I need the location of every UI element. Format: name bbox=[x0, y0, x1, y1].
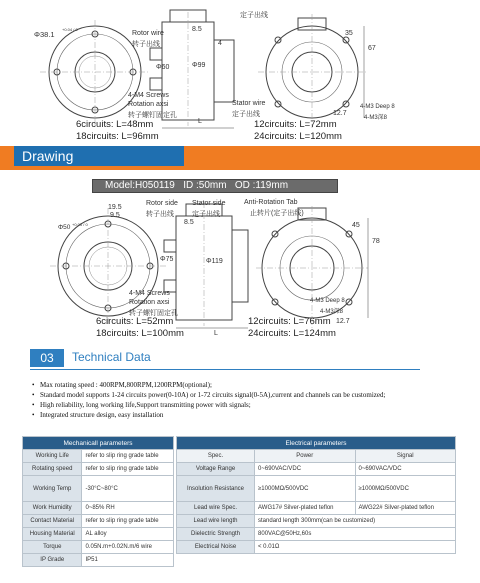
row-label: Torque bbox=[23, 541, 82, 554]
dim-67: 67 bbox=[368, 45, 376, 52]
table-header-row bbox=[177, 450, 456, 463]
table-row bbox=[177, 528, 456, 541]
table-row bbox=[23, 502, 174, 515]
dim-l: L bbox=[198, 118, 202, 125]
drawing-banner-title: Drawing bbox=[22, 148, 74, 164]
row-value: IP51 bbox=[82, 554, 174, 567]
row-value: refer to slip ring grade table bbox=[82, 463, 174, 476]
row-spec: Lead wire Spec. bbox=[177, 502, 255, 515]
dim-78: 78 bbox=[372, 238, 380, 245]
circuits-right-top bbox=[254, 119, 342, 143]
row-power: 0~690VAC/VDC bbox=[255, 463, 355, 476]
row-value: refer to slip ring grade table bbox=[82, 450, 174, 463]
phi-119: Φ119 bbox=[206, 258, 223, 265]
row-label: IP Grade bbox=[23, 554, 82, 567]
row-spec: Lead wire length bbox=[177, 515, 255, 528]
row-value: -30°C~80°C bbox=[82, 476, 174, 502]
phi-label: Φ38.1 bbox=[34, 30, 55, 39]
table-row bbox=[23, 450, 174, 463]
row-power: 800VAC@50Hz,60s bbox=[255, 528, 456, 541]
stator-side-cn-label: 定子出线 bbox=[240, 12, 268, 19]
row-label: Contact Material bbox=[23, 515, 82, 528]
row-spec: Dielectric Strength bbox=[177, 528, 255, 541]
row-value: refer to slip ring grade table bbox=[82, 515, 174, 528]
table-row bbox=[23, 554, 174, 567]
table-row bbox=[23, 515, 174, 528]
rotor-wire-cn-label: 转子出线 bbox=[132, 41, 160, 48]
table-row bbox=[23, 528, 174, 541]
row-value: 0~85% RH bbox=[82, 502, 174, 515]
table-row bbox=[177, 502, 456, 515]
depth-cn-label: 4-M3深8 bbox=[320, 309, 344, 315]
col-signal: Signal bbox=[355, 450, 456, 463]
row-signal: 0~690VAC/VDC bbox=[355, 463, 456, 476]
row-power: < 0.01Ω bbox=[255, 541, 456, 554]
phi-99: Φ99 bbox=[192, 62, 206, 69]
screws-cn-label: 转子螺钉固定孔 bbox=[128, 112, 177, 119]
table-row bbox=[177, 463, 456, 476]
circuit-line: 24circuits: L=124mm bbox=[248, 328, 336, 339]
table-row bbox=[23, 463, 174, 476]
circuit-line: 18circuits: L=100mm bbox=[96, 328, 184, 339]
screws-label: 4-M4 Screws bbox=[128, 92, 169, 99]
section-number: 03 bbox=[30, 349, 64, 367]
row-power: standard length 300mm(can be customized) bbox=[255, 515, 456, 528]
stator-wire-cn-label: 定子出线 bbox=[232, 111, 260, 118]
dim-4: 4 bbox=[218, 40, 222, 47]
mechanical-parameters-table bbox=[22, 436, 174, 567]
stator-wire-label: Stator wire bbox=[232, 100, 266, 107]
table-row bbox=[177, 476, 456, 502]
row-label: Work Humidity bbox=[23, 502, 82, 515]
depth-label: 4-M3 Deep 8 bbox=[310, 298, 345, 304]
stator-side-label: Stator side bbox=[192, 200, 226, 207]
row-spec: Voltage Range bbox=[177, 463, 255, 476]
circuits-right-mid bbox=[248, 316, 336, 340]
circuit-line: 12circuits: L=76mm bbox=[248, 316, 331, 327]
dim-9-5: 9.5 bbox=[110, 212, 120, 219]
circuit-line: 18circuits: L=96mm bbox=[76, 131, 159, 142]
circuit-line: 6circuits: L=48mm bbox=[76, 119, 154, 130]
section-title: Technical Data bbox=[72, 350, 151, 364]
anti-rotation-label: Anti-Rotation Tab bbox=[244, 199, 298, 206]
rotor-wire-label: Rotor wire bbox=[132, 30, 164, 37]
circuit-line: 12circuits: L=72mm bbox=[254, 119, 337, 130]
table-row bbox=[177, 541, 456, 554]
phi-tolerance: +0.04 / 0 bbox=[62, 27, 78, 32]
row-spec: Electrical Noise bbox=[177, 541, 255, 554]
table-row bbox=[177, 515, 456, 528]
depth-cn-label: 4-M3深8 bbox=[364, 115, 388, 121]
row-spec: Insolution Resistance bbox=[177, 476, 255, 502]
screws-cn-label: 转子螺钉固定孔 bbox=[129, 310, 178, 317]
row-label: Housing Material bbox=[23, 528, 82, 541]
phi-60: Φ60 bbox=[156, 64, 170, 71]
row-value: 0.05N.m+0.02N.m/6 wire bbox=[82, 541, 174, 554]
circuits-left-top bbox=[76, 119, 159, 143]
electrical-parameters-table bbox=[176, 436, 456, 554]
feature-item: • Integrated structure design, easy installation bbox=[32, 410, 472, 420]
depth-label: 4-M3 Deep 8 bbox=[360, 104, 395, 110]
phi-50-tolerance: +0.05 / 0 bbox=[72, 222, 88, 227]
rotation-axsi-label: Rotation axsi bbox=[128, 101, 169, 108]
stator-side-cn-label: 定子出线 bbox=[192, 211, 220, 218]
mid-drawing-lines bbox=[0, 194, 480, 344]
row-label: Working Life bbox=[23, 450, 82, 463]
rotor-side-label: Rotor side bbox=[146, 200, 178, 207]
screws-label: 4-M4 Screws bbox=[129, 290, 170, 297]
dim-l: L bbox=[214, 330, 218, 337]
row-label: Rotating speed bbox=[23, 463, 82, 476]
phi-50: Φ50 bbox=[58, 224, 71, 231]
table-row bbox=[23, 476, 174, 502]
row-signal: AWG22# Silver-plated teflon bbox=[355, 502, 456, 515]
dim-8-5: 8.5 bbox=[192, 26, 202, 33]
section-divider bbox=[30, 369, 420, 370]
circuit-line: 24circuits: L=120mm bbox=[254, 131, 342, 142]
dim-12-7: 12.7 bbox=[336, 318, 350, 325]
col-power: Power bbox=[255, 450, 355, 463]
electrical-table-header: Electrical parameters bbox=[177, 437, 456, 450]
dim-19-5: 19.5 bbox=[108, 204, 122, 211]
col-spec: Spec. bbox=[177, 450, 255, 463]
row-power: ≥1000MΩ/500VDC bbox=[255, 476, 355, 502]
feature-list bbox=[32, 380, 472, 420]
feature-item: • High reliability, long working life,Support transmitting power with signals; bbox=[32, 400, 472, 410]
anti-rotation-cn-label: 止转片(定子出线) bbox=[250, 210, 304, 217]
row-power: AWG17# Silver-plated teflon bbox=[255, 502, 355, 515]
dim-45: 45 bbox=[352, 222, 360, 229]
row-label: Working Temp bbox=[23, 476, 82, 502]
circuit-line: 6circuits: L=52mm bbox=[96, 316, 174, 327]
table-row bbox=[23, 541, 174, 554]
circuits-left-mid bbox=[96, 316, 184, 340]
row-value: AL alloy bbox=[82, 528, 174, 541]
top-drawing-lines bbox=[0, 0, 480, 146]
dim-8-5: 8.5 bbox=[184, 219, 194, 226]
feature-item: • Max rotating speed : 400RPM,800RPM,1200RPM(optional); bbox=[32, 380, 472, 390]
feature-item: • Standard model supports 1-24 circuits power(0-10A) or 1-72 circuits signal(0-5A),current and channels can be customized; bbox=[32, 390, 472, 400]
mechanical-table-header: Mechanicall parameters bbox=[23, 437, 174, 450]
phi-75: Φ75 bbox=[160, 256, 174, 263]
dim-12-7: 12.7 bbox=[333, 110, 347, 117]
row-signal: ≥1000MΩ/500VDC bbox=[355, 476, 456, 502]
rotation-axsi-label: Rotation axsi bbox=[129, 299, 170, 306]
model-bar: Model:H050119 ID :50mm OD :119mm bbox=[92, 179, 338, 193]
dim-35: 35 bbox=[345, 30, 353, 37]
rotor-side-cn-label: 转子出线 bbox=[146, 211, 174, 218]
